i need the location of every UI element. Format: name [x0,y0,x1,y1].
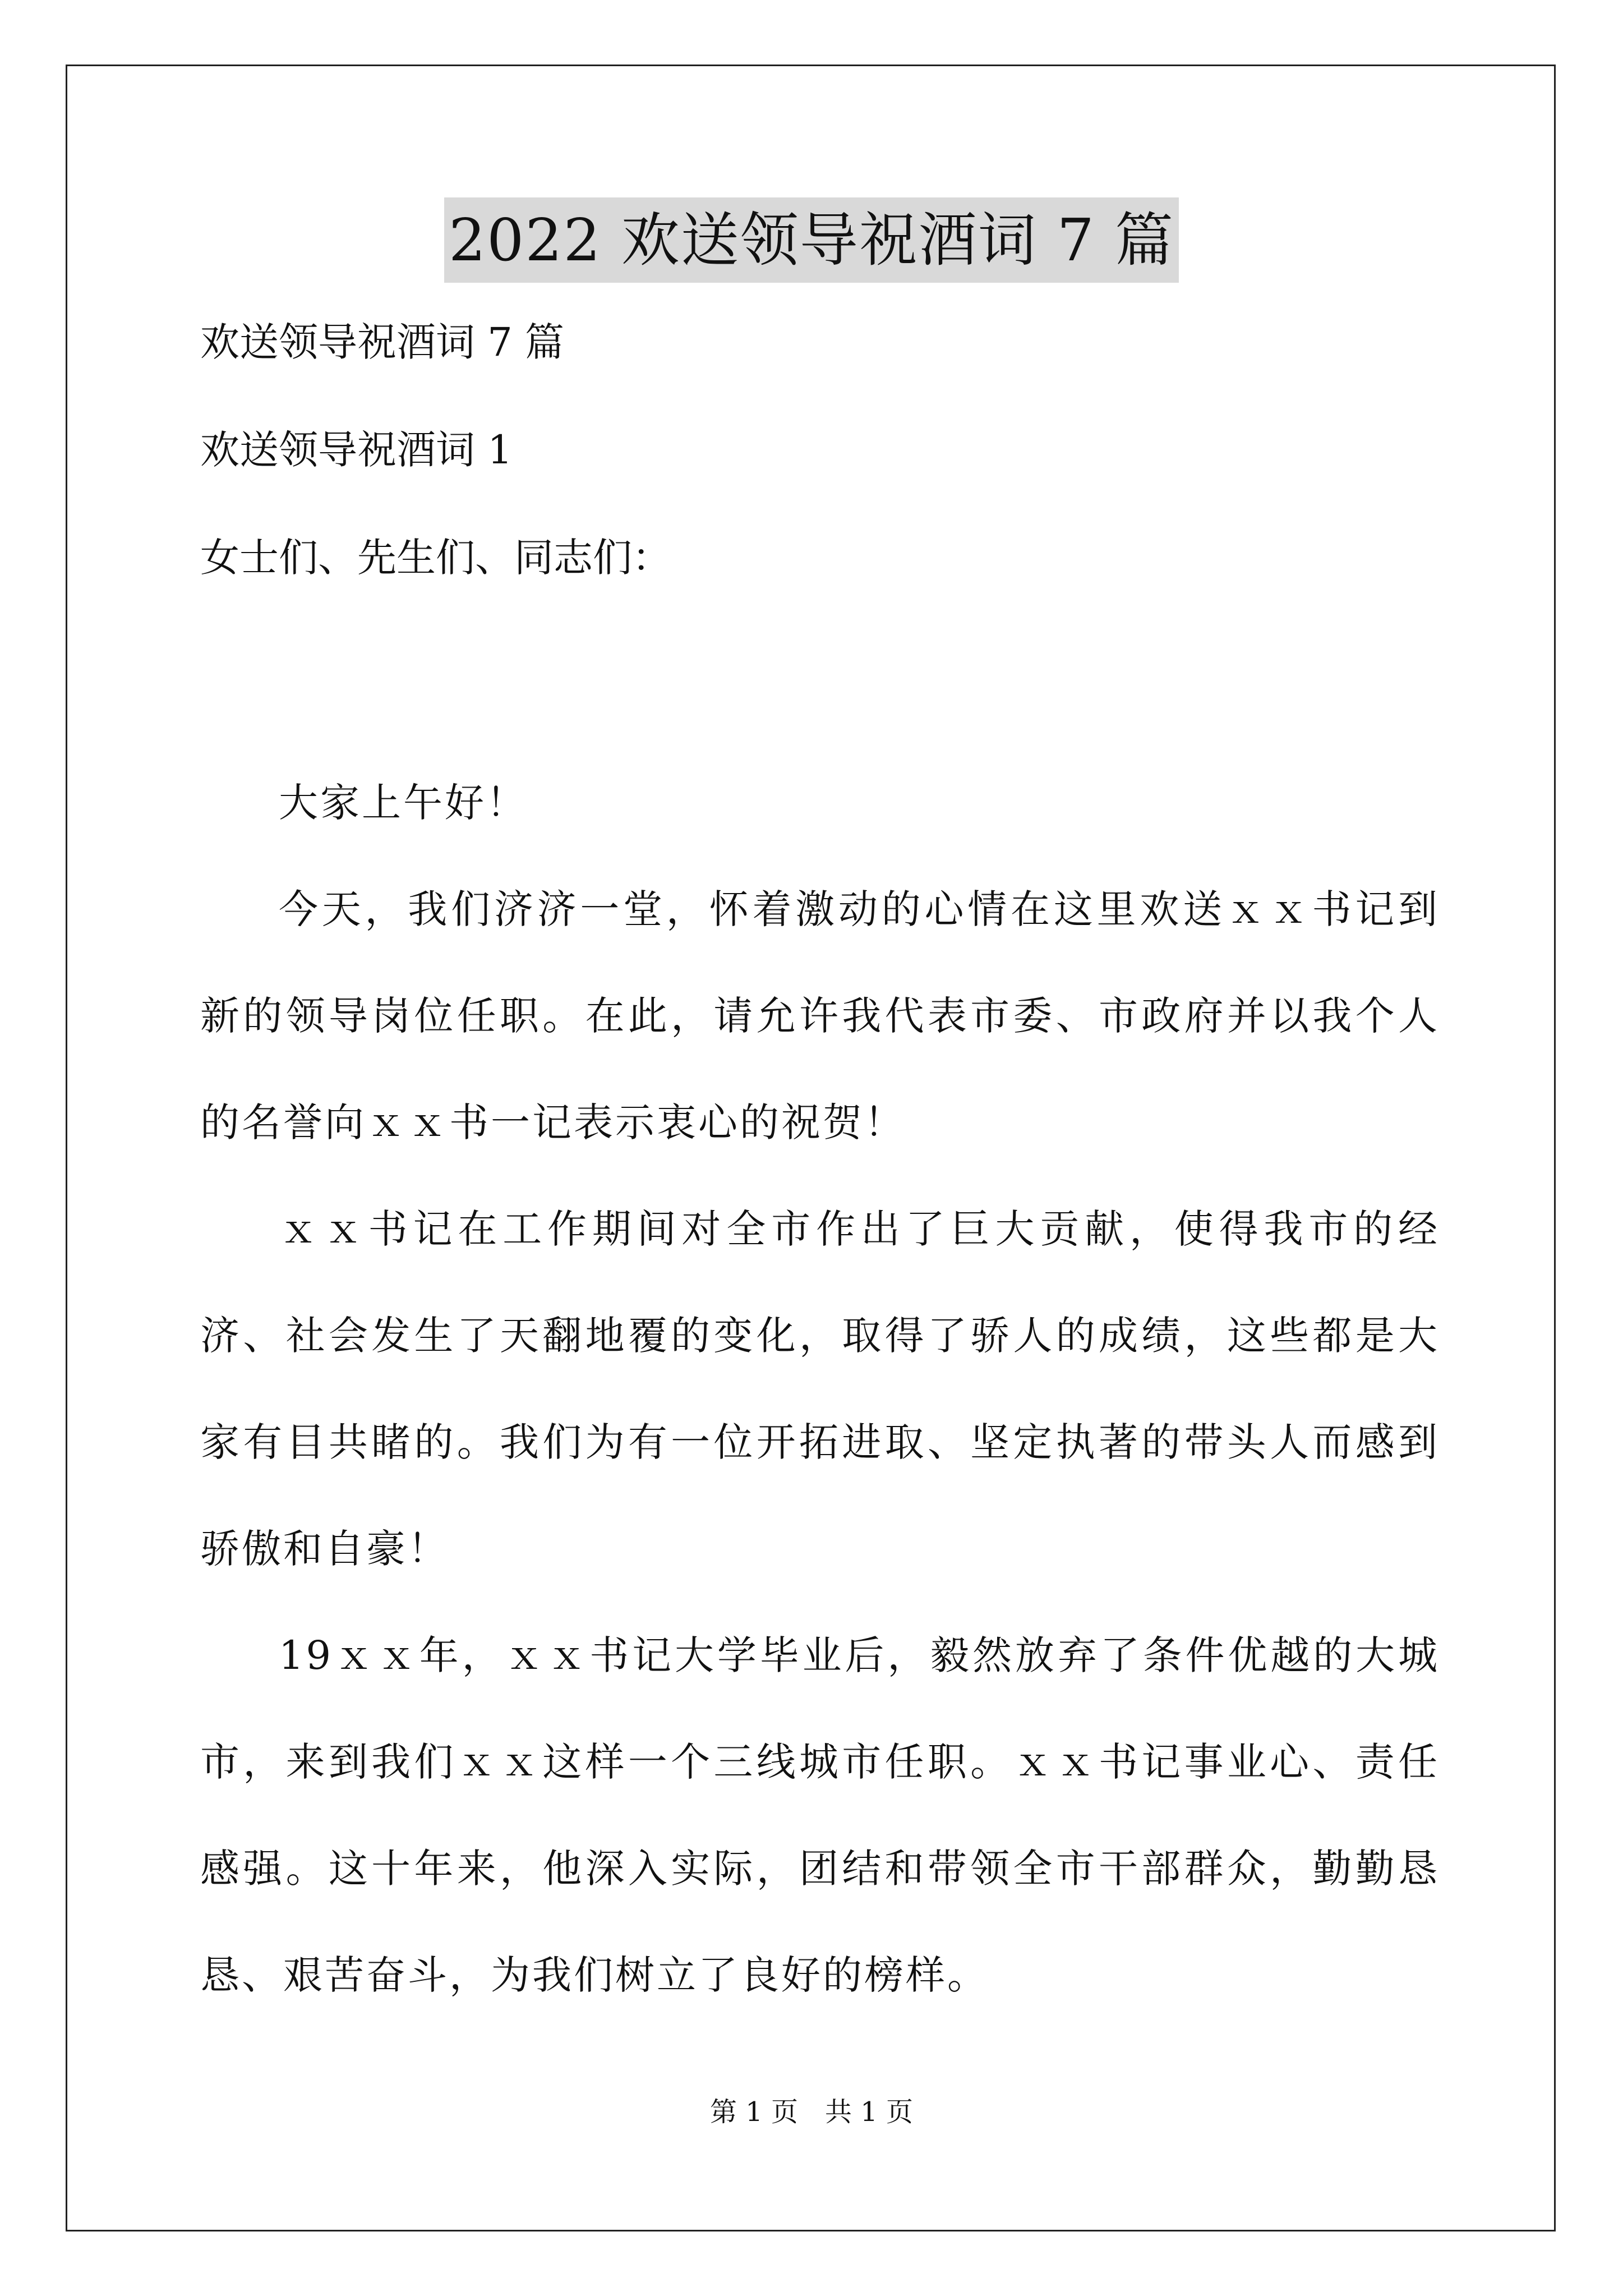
page-footer: 第 1 页 共 1 页 [709,2096,914,2128]
title-container [0,197,1623,283]
paragraph-greeting: 大家上午好！ [279,780,528,826]
salutation: 女士们、先生们、同志们： [200,535,671,581]
paragraph-contribution: ｘｘ书记在工作期间对全市作出了巨大贡献，使得我市的经济、社会发生了天翻地覆的变化，取得了骄人的成绩，这些都是大家有目共睹的。我们为有一位开拓进取、坚定执著的带头人而感到骄傲和自豪！ [200,1206,1440,1572]
document-title: 2022 欢送领导祝酒词 7 篇 [444,197,1179,283]
paragraph-farewell: 今天，我们济济一堂，怀着激动的心情在这里欢送ｘｘ书记到新的领导岗位任职。在此，请允许我代表市委、市政府并以我个人的名誉向ｘｘ书一记表示衷心的祝贺！ [200,886,1440,1145]
paragraph-career: 19ｘｘ年，ｘｘ书记大学毕业后，毅然放弃了条件优越的大城市，来到我们ｘｘ这样一个三线城市任职。ｘｘ书记事业心、责任感强。这十年来，他深入实际，团结和带领全市干部群众，勤勤恳恳、艰苦奋斗，为我们树立了良好的榜样。 [200,1632,1440,1998]
document-body [200,314,1440,2028]
document-subtitle: 欢送领导祝酒词 7 篇 [200,319,565,365]
blank-space [200,637,1440,749]
section-heading: 欢送领导祝酒词 1 [200,427,513,473]
